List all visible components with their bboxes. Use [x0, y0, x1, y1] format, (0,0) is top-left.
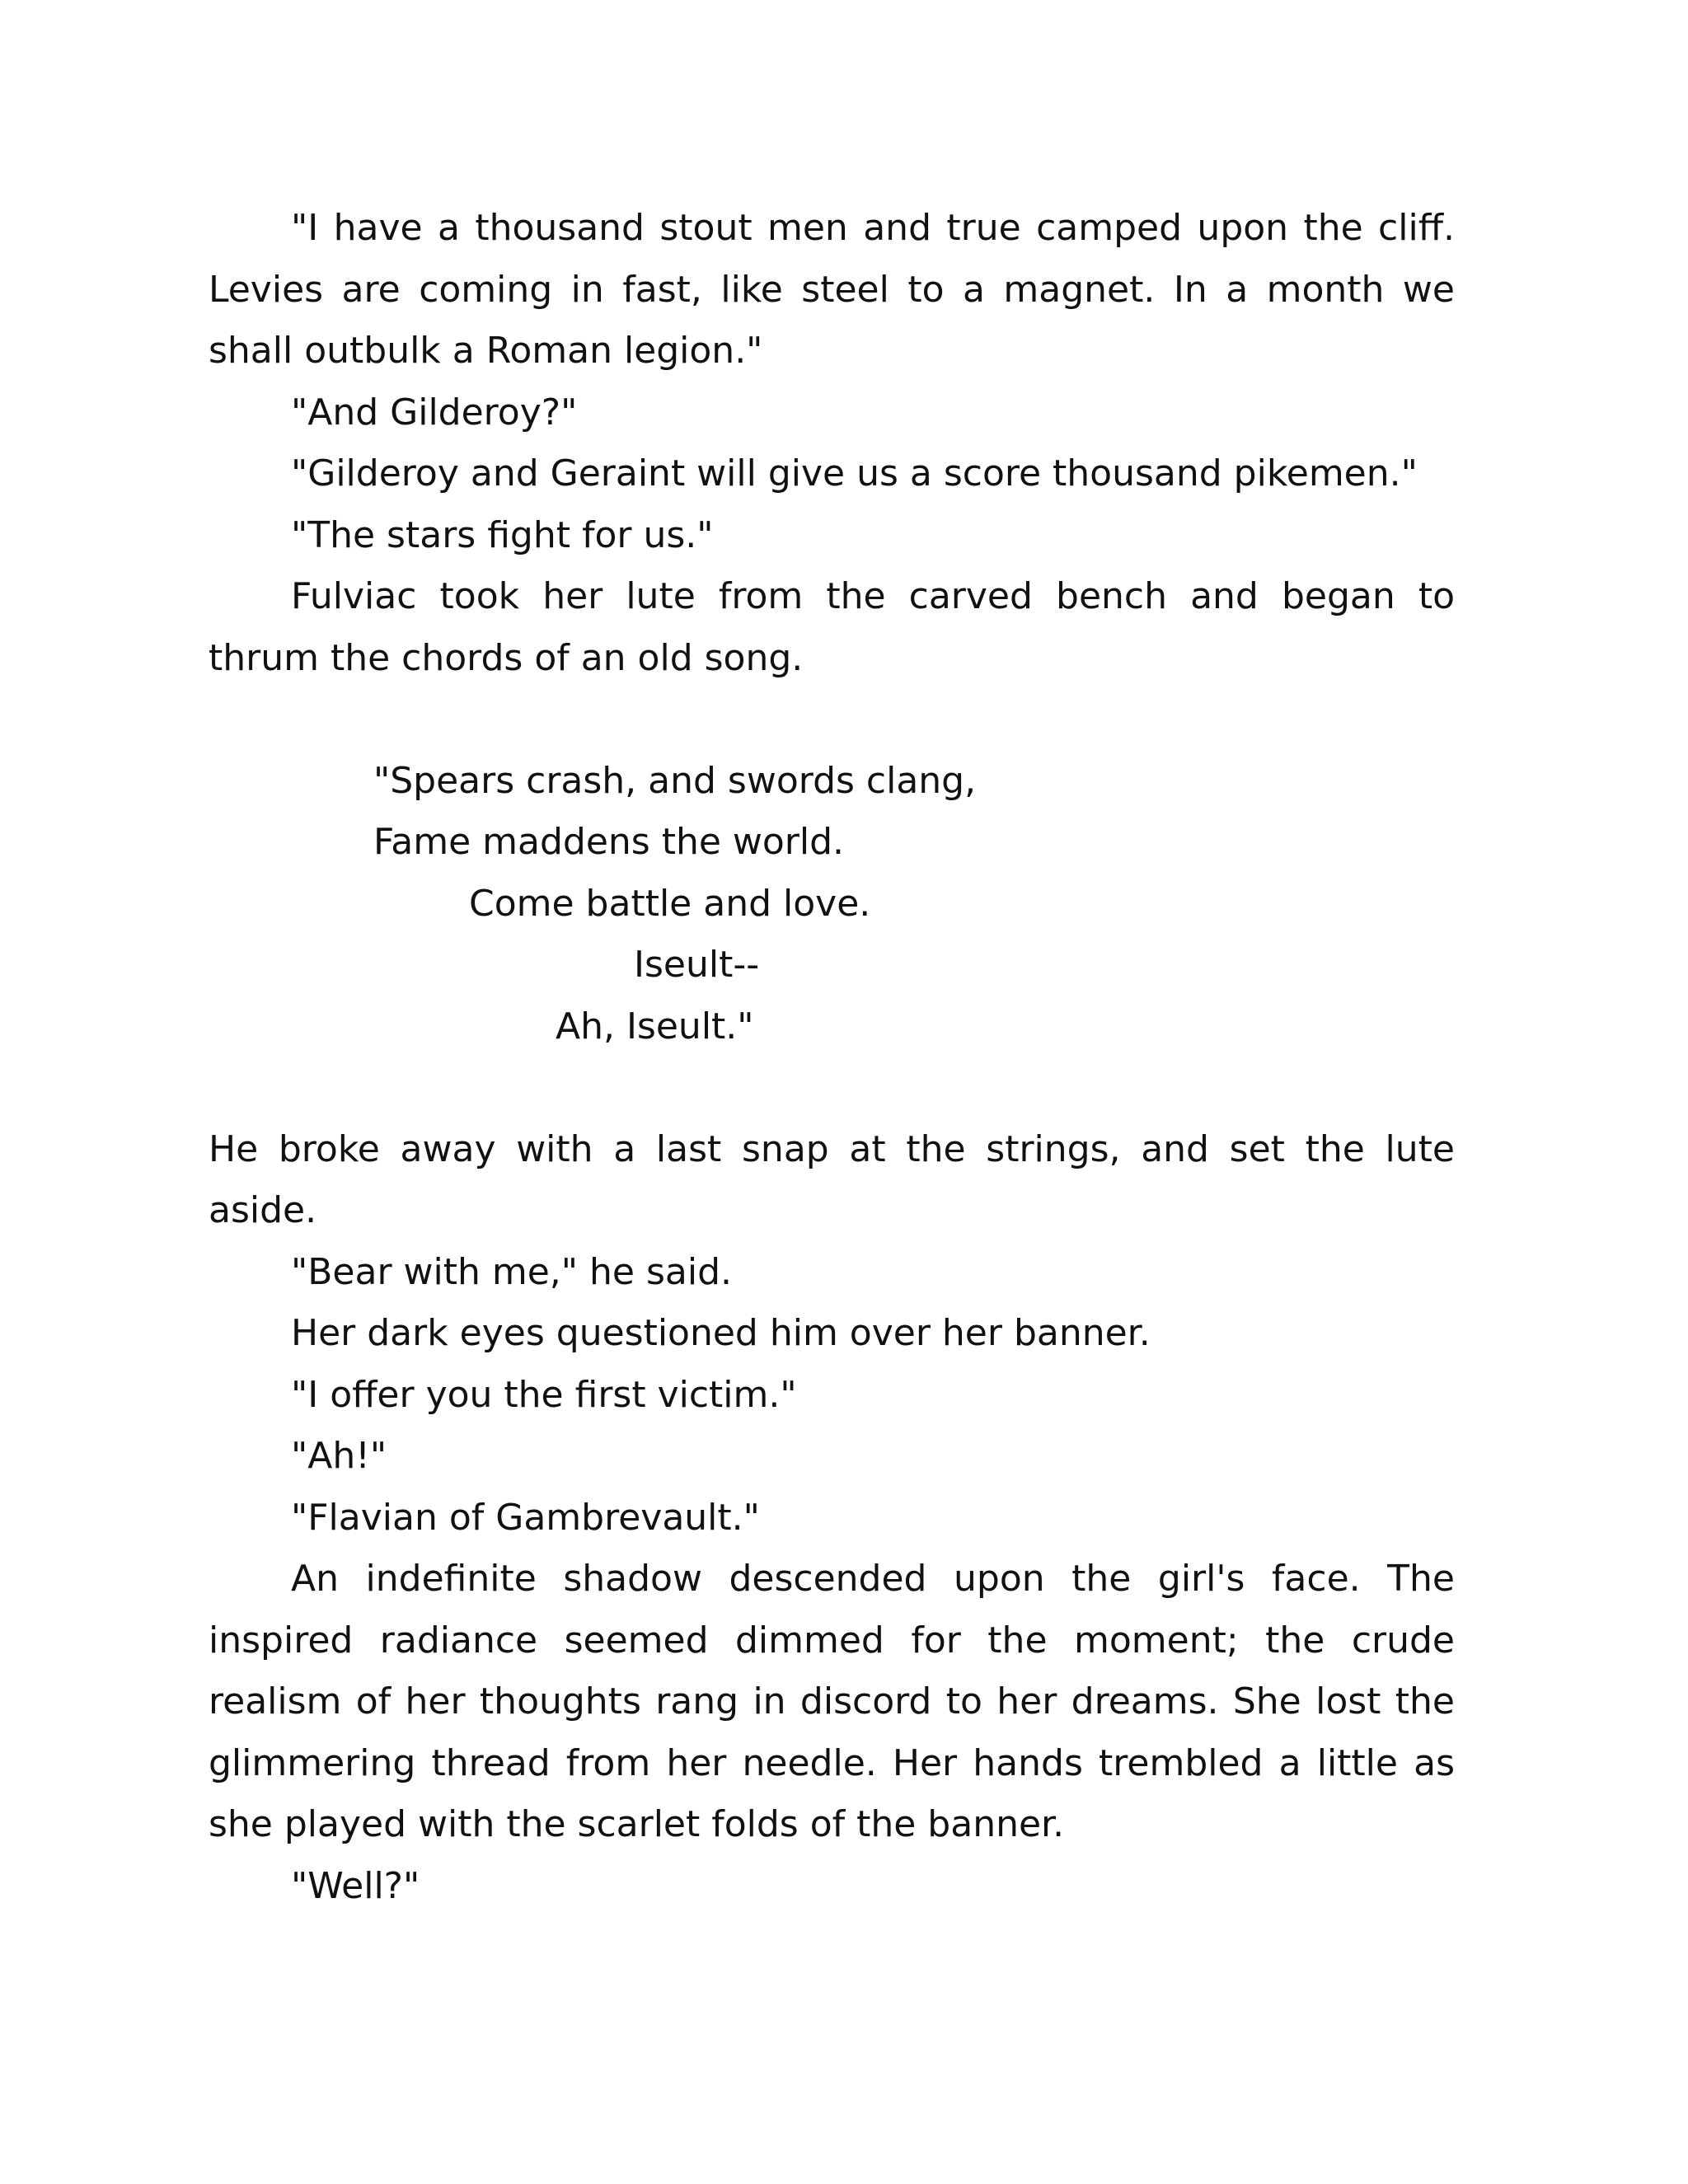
verse-line: "Spears crash, and swords clang, — [373, 759, 977, 802]
paragraph: "I have a thousand stout men and true camped upon the cliff. Levies are coming in fast, like steel to a magnet. In a month we shall outbulk a Roman legion." — [209, 207, 1455, 372]
verse-line: Come battle and love. — [469, 882, 871, 925]
song-verse — [209, 751, 1455, 1058]
paragraph: Her dark eyes questioned him over her banner. — [291, 1312, 1151, 1354]
paragraph: He broke away with a last snap at the strings, and set the lute aside. — [209, 1127, 1455, 1231]
paragraph: "Bear with me," he said. — [291, 1250, 732, 1293]
verse-line: Fame maddens the world. — [373, 821, 845, 863]
paragraph: "I offer you the first victim." — [291, 1373, 797, 1416]
paragraph: Fulviac took her lute from the carved bench and began to thrum the chords of an old song. — [209, 575, 1455, 679]
paragraph: "The stars fight for us." — [291, 513, 714, 556]
paragraph: "And Gilderoy?" — [291, 391, 578, 434]
paragraph: An indefinite shadow descended upon the girl's face. The inspired radiance seemed dimmed for the moment; the crude realism of her thoughts rang in discord to her dreams. She lost the glimmering thread from her needle. Her hands trembled a little as she played with the scarlet folds of the banner. — [209, 1558, 1455, 1845]
paragraph: "Well?" — [291, 1864, 420, 1907]
verse-line: Ah, Iseult." — [556, 1005, 754, 1047]
verse-line: Iseult-- — [634, 944, 760, 986]
paragraph: "Ah!" — [291, 1435, 387, 1477]
paragraph: "Gilderoy and Geraint will give us a score thousand pikemen." — [291, 452, 1418, 494]
paragraph: "Flavian of Gambrevault." — [291, 1496, 760, 1539]
page-text — [209, 198, 1455, 1917]
